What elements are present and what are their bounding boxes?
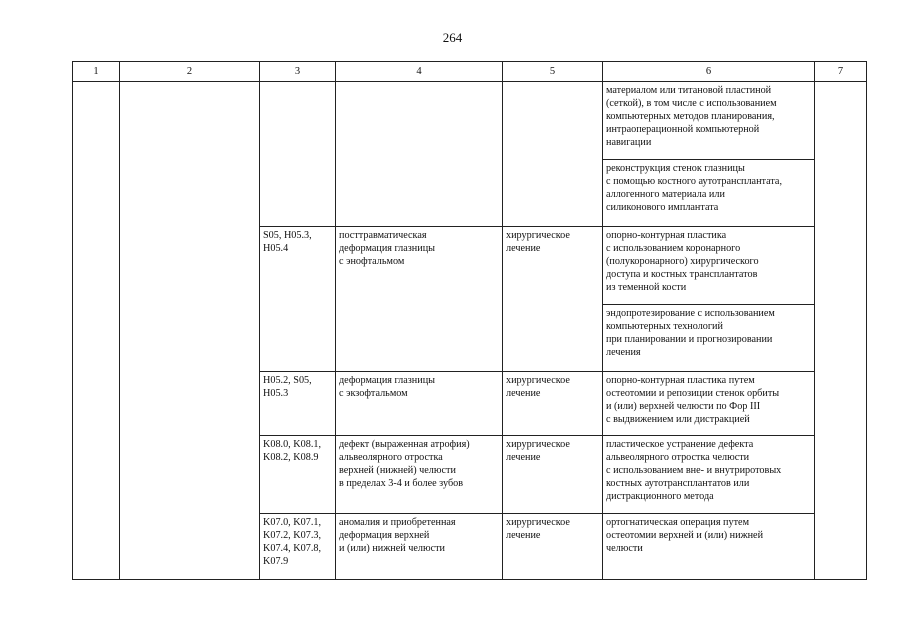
method-line: челюсти (606, 543, 643, 554)
code-line: K08.2, K08.9 (263, 452, 319, 463)
diagnosis-line: посттравматическая (339, 230, 427, 241)
method-line: пластическое устранение дефекта (606, 439, 754, 450)
method-line: компьютерных методов планирования, (606, 111, 775, 122)
method-line: лечения (606, 347, 641, 358)
method-line: ортогнатическая операция путем (606, 517, 750, 528)
header-col-2: 2 (120, 62, 260, 82)
diagnosis-line: и (или) нижней челюсти (339, 543, 445, 554)
method-line: навигации (606, 137, 652, 148)
diagnosis-line: альвеолярного отростка (339, 452, 443, 463)
cell-col-2 (120, 82, 260, 580)
method-line: при планировании и прогнозировании (606, 334, 773, 345)
cell-diagnosis (336, 436, 503, 514)
cell-diagnosis (336, 82, 503, 227)
method-line: альвеолярного отростка челюсти (606, 452, 750, 463)
treatment-line: хирургическое (506, 375, 570, 386)
method-line: и (или) верхней челюсти по Фор III (606, 401, 761, 412)
method-line: опорно-контурная пластика (606, 230, 727, 241)
method-line: аллогенного материала или (606, 189, 725, 200)
cell-treatment (503, 82, 603, 227)
method-line: интраоперационной компьютерной (606, 124, 760, 135)
treatment-line: хирургическое (506, 517, 570, 528)
cell-diagnosis (336, 372, 503, 436)
method-line: (сеткой), в том числе с использованием (606, 98, 777, 109)
method-line: с помощью костного аутотрансплантата, (606, 176, 783, 187)
treatment-line: хирургическое (506, 439, 570, 450)
method-line: опорно-контурная пластика путем (606, 375, 755, 386)
cell-method (603, 227, 815, 305)
treatment-line: лечение (506, 243, 541, 254)
treatment-line: лечение (506, 530, 541, 541)
method-line: силиконового имплантата (606, 202, 719, 213)
diagnosis-line: деформация верхней (339, 530, 430, 541)
method-line: (полукоронарного) хирургического (606, 256, 759, 267)
cell-codes (260, 372, 336, 436)
header-col-4: 4 (336, 62, 503, 82)
cell-treatment (503, 436, 603, 514)
treatment-line: лечение (506, 388, 541, 399)
method-line: эндопротезирование с использованием (606, 308, 775, 319)
method-line: реконструкция стенок глазницы (606, 163, 745, 174)
method-line: остеотомии верхней и (или) нижней (606, 530, 764, 541)
code-line: K08.0, K08.1, (263, 439, 322, 450)
cell-col-1 (73, 82, 120, 580)
method-line: с использованием вне- и внутриротовых (606, 465, 782, 476)
header-row (73, 62, 867, 82)
header-col-3: 3 (260, 62, 336, 82)
cell-col-7 (815, 82, 867, 580)
method-line: с использованием коронарного (606, 243, 741, 254)
cell-treatment (503, 372, 603, 436)
method-line: остеотомии и репозиции стенок орбиты (606, 388, 780, 399)
header-col-7: 7 (815, 62, 867, 82)
method-line: материалом или титановой пластиной (606, 85, 772, 96)
code-line: S05, H05.3, (263, 230, 312, 241)
code-line: K07.4, K07.8, (263, 543, 322, 554)
header-col-5: 5 (503, 62, 603, 82)
cell-codes (260, 436, 336, 514)
procedure-table (72, 61, 867, 580)
code-line: K07.0, K07.1, (263, 517, 322, 528)
method-line: с выдвижением или дистракцией (606, 414, 750, 425)
diagnosis-line: деформация глазницы (339, 243, 435, 254)
method-line: компьютерных технологий (606, 321, 723, 332)
page-number: 264 (442, 30, 463, 45)
diagnosis-line: дефект (выраженная атрофия) (339, 439, 470, 450)
cell-method (603, 372, 815, 436)
treatment-line: хирургическое (506, 230, 570, 241)
method-line: из теменной кости (606, 282, 687, 293)
cell-method (603, 436, 815, 514)
cell-treatment (503, 227, 603, 372)
diagnosis-line: с экзофтальмом (339, 388, 408, 399)
cell-diagnosis (336, 227, 503, 372)
cell-method (603, 305, 815, 372)
header-col-6: 6 (603, 62, 815, 82)
code-line: H05.4 (263, 243, 289, 254)
treatment-line: лечение (506, 452, 541, 463)
code-line: K07.2, K07.3, (263, 530, 322, 541)
cell-codes (260, 514, 336, 580)
diagnosis-line: деформация глазницы (339, 375, 435, 386)
cell-treatment (503, 514, 603, 580)
table-row (73, 82, 867, 160)
code-line: H05.3 (263, 388, 289, 399)
method-line: доступа и костных трансплантатов (606, 269, 758, 280)
cell-method (603, 160, 815, 227)
cell-method (603, 514, 815, 580)
header-col-1: 1 (73, 62, 120, 82)
method-line: костных аутотрансплантатов или (606, 478, 750, 489)
diagnosis-line: верхней (нижней) челюсти (339, 465, 456, 476)
cell-codes (260, 82, 336, 227)
code-line: H05.2, S05, (263, 375, 312, 386)
cell-method (603, 82, 815, 160)
diagnosis-line: аномалия и приобретенная (339, 517, 456, 528)
diagnosis-line: с энофтальмом (339, 256, 405, 267)
diagnosis-line: в пределах 3-4 и более зубов (339, 478, 464, 489)
cell-diagnosis (336, 514, 503, 580)
code-line: K07.9 (263, 556, 289, 567)
cell-codes (260, 227, 336, 372)
method-line: дистракционного метода (606, 491, 714, 502)
